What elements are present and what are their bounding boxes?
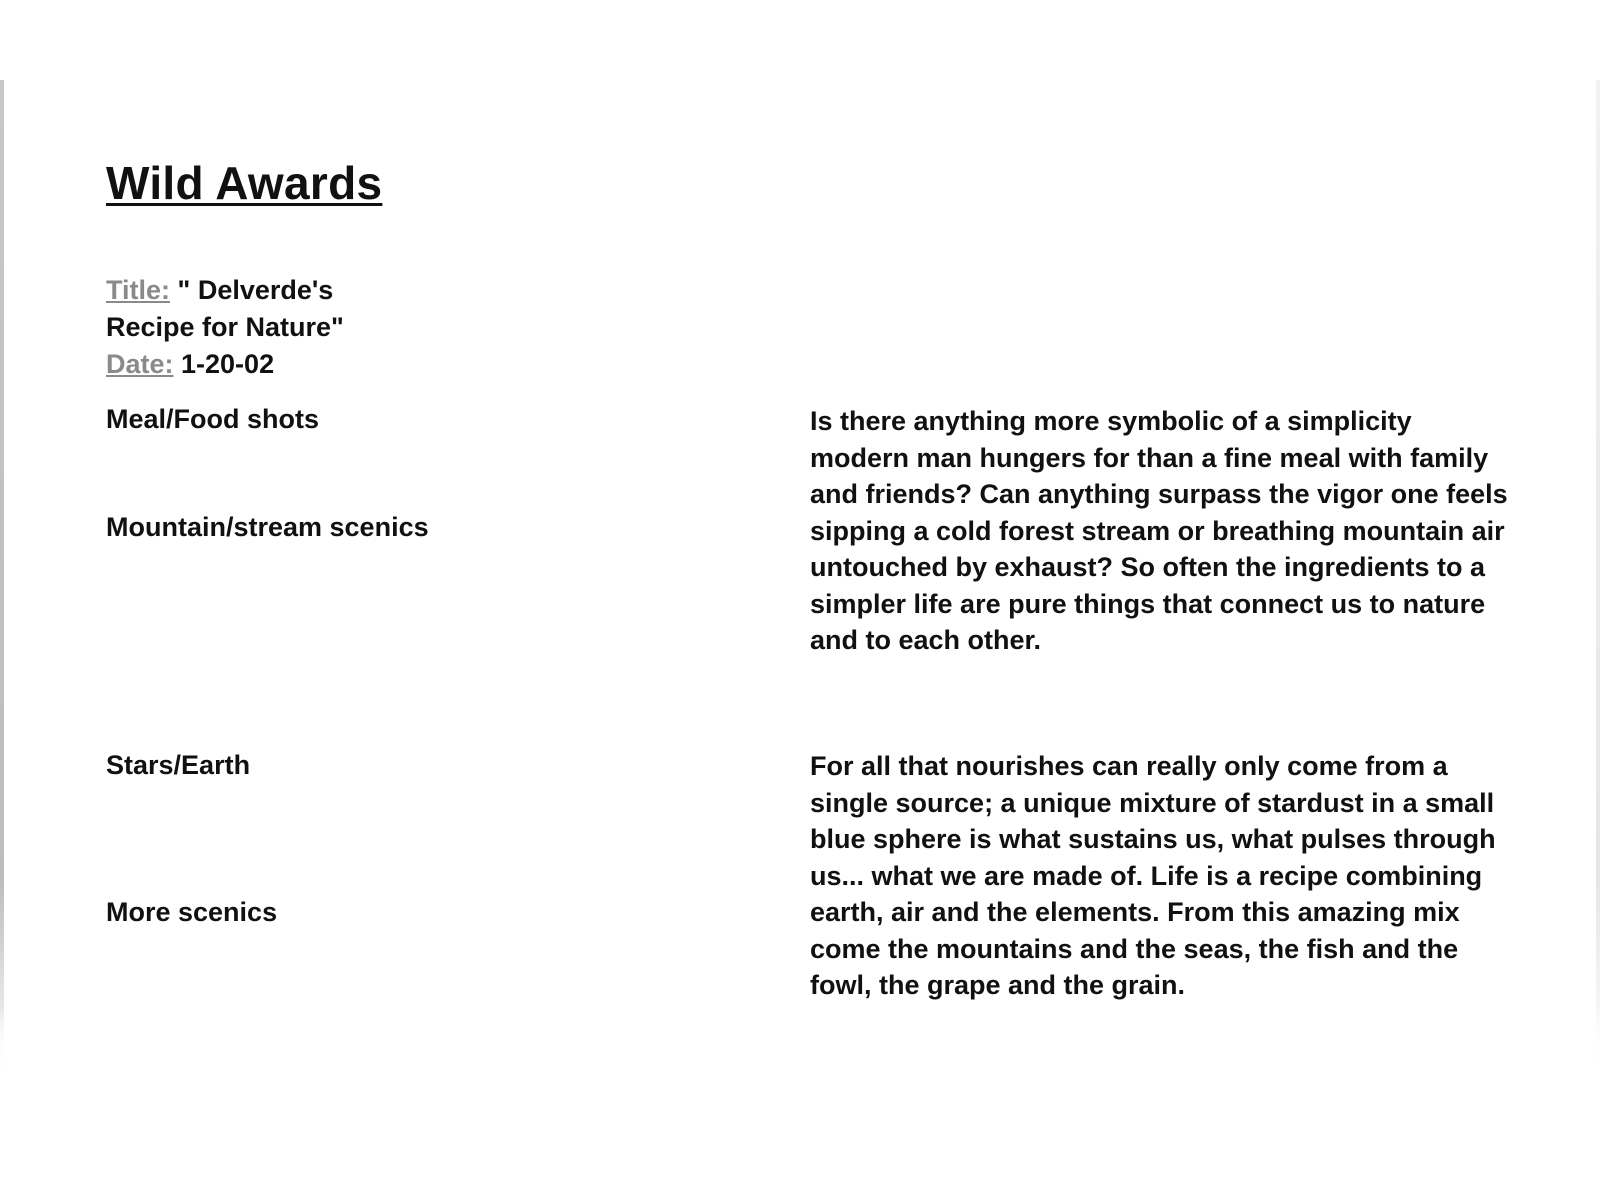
shot-more-scenics: More scenics [106,897,278,927]
shot-stars-earth: Stars/Earth [106,750,251,780]
document-heading: Wild Awards [106,157,383,209]
script-meta [106,272,426,383]
shot-meal-food: Meal/Food shots [106,404,320,434]
date-label: Date: [106,349,174,379]
page-right-edge [1596,80,1600,1080]
narration-paragraph-1: Is there anything more symbolic of a simplicity modern man hungers for than a fine meal with family and friends? Can anything surpass the vigor one feels sipping a cold forest stream or breathing mountain air untouched by exhaust? So often the ingredients to a simpler life are pure things that connect us to nature and to each other. [810,406,1508,655]
title-label: Title: [106,275,171,305]
shot-mountain-stream: Mountain/stream scenics [106,512,429,542]
title-value: " Delverde's Recipe for Nature" [106,275,344,342]
date-value: 1-20-02 [173,349,275,379]
narration-paragraph-2: For all that nourishes can really only come from a single source; a unique mixture of stardust in a small blue sphere is what sustains us, what pulses through us... what we are made of. Life is a recipe combining earth, air and the elements. From this amazing mix come the mountains and the seas, the fish and the fowl, the grape and the grain. [810,751,1496,1000]
page-left-edge [0,80,4,1080]
